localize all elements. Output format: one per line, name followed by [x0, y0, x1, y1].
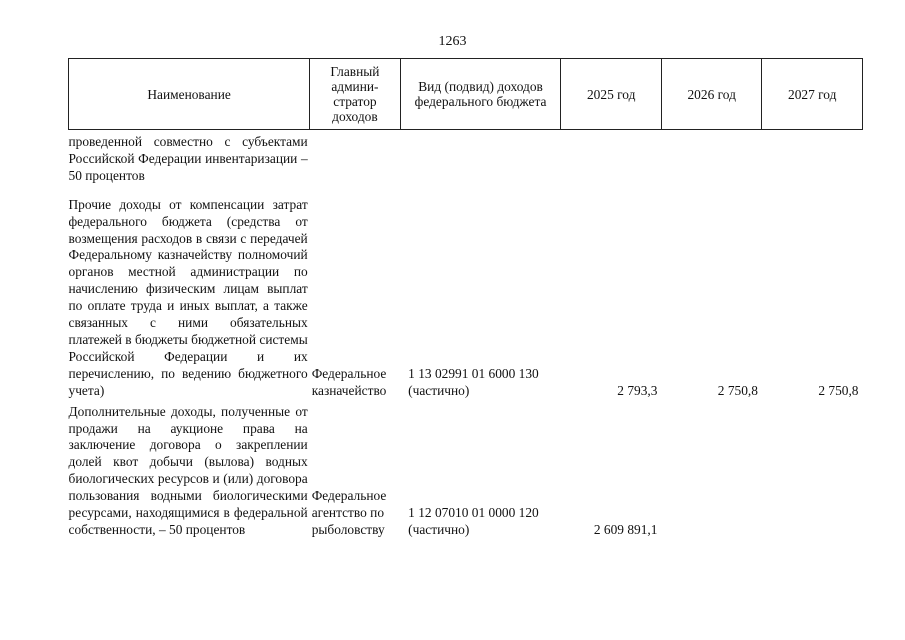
header-kind: Вид (подвид) доходов федерального бюджета	[400, 59, 561, 130]
table-row	[69, 197, 863, 400]
row-admin: Федеральное казначейство	[311, 365, 387, 398]
row-2025: 2 609 891,1	[593, 521, 658, 537]
row-2026: 2 750,8	[717, 382, 758, 398]
table-row	[69, 134, 863, 185]
row-kind	[400, 134, 561, 185]
row-2026	[661, 404, 762, 539]
revenue-table	[68, 58, 863, 539]
row-admin	[310, 134, 400, 185]
row-name: Прочие доходы от компенсации затрат федерального бюджета (средства от возмещения расходов в связи с передачей Федеральному казначейству полномочий органов местной администрации по начислению физическим лицам выплат по оплате труда и иных выплат, а также связанных с ними обязательных платежей в бюджеты бюджетной системы Российской Федерации и их перечислению, по ведению бюджетного учета)	[68, 196, 308, 398]
row-name: проведенной совместно с субъектами Российской Федерации инвентаризации – 50 процентов	[68, 134, 308, 183]
row-admin: Федеральное агентство по рыболовству	[311, 488, 387, 537]
header-2026: 2026 год	[661, 59, 762, 130]
table-row	[69, 404, 863, 539]
row-2026	[661, 134, 762, 185]
header-2025: 2025 год	[561, 59, 662, 130]
row-2025	[561, 134, 662, 185]
row-kind: 1 12 07010 01 0000 120 (частично)	[408, 505, 539, 537]
page-number: 1263	[438, 34, 467, 49]
header-admin: Главный админи-стратор доходов	[310, 59, 400, 130]
row-2027	[762, 404, 863, 539]
row-2027	[762, 134, 863, 185]
header-name: Наименование	[69, 59, 310, 130]
row-kind: 1 13 02991 01 6000 130 (частично)	[408, 365, 539, 398]
header-2027: 2027 год	[762, 59, 863, 130]
table-header-row	[69, 59, 863, 130]
row-name: Дополнительные доходы, полученные от продажи на аукционе права на заключение договора о закреплении долей квот добычи (вылова) водных биологических ресурсов и (или) договора пользования водными биологическими ресурсами, находящимися в федеральной собственности, – 50 процентов	[68, 403, 308, 537]
row-2027: 2 750,8	[818, 382, 859, 398]
row-2025: 2 793,3	[617, 382, 658, 398]
